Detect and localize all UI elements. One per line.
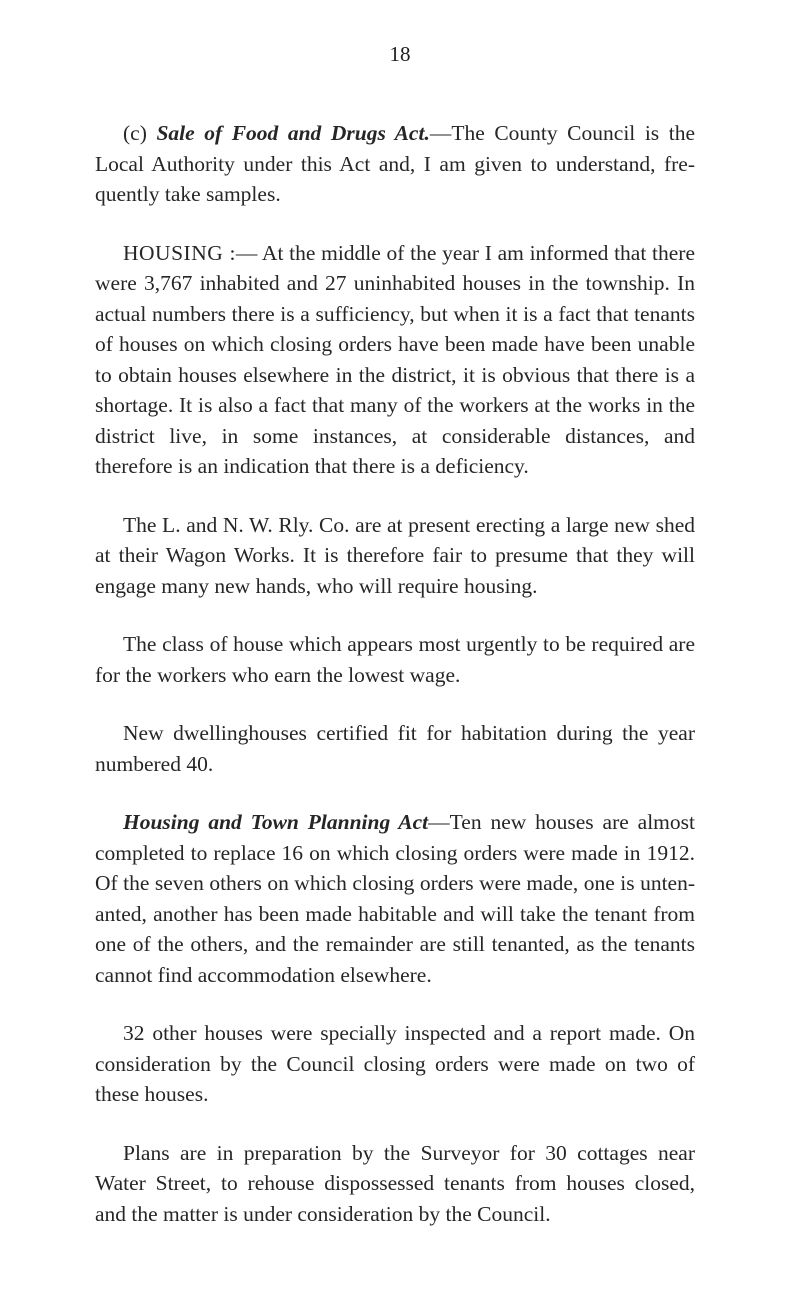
section-heading-housing: HOUSING : [123,240,236,265]
paragraph-dwellinghouses [95,718,695,779]
paragraph-town-planning [95,807,695,990]
document-body [95,118,695,1257]
paragraph-text: 32 other houses were specially inspected and a report made. On consideration by the Council closing orders were made on two of these houses. [95,1021,695,1106]
paragraph-house-class [95,629,695,690]
section-heading-food-and-drugs: Sale of Food and Drugs Act. [156,121,430,145]
paragraph-text: Plans are in preparation by the Surveyor for 30 cottages near Water Street, to rehouse dispossessed tenants from houses closed, and the matter is under consideration by the Council. [95,1140,695,1226]
paragraph-housing [95,238,695,482]
paragraph-inspected-houses [95,1018,695,1110]
section-label: (c) [123,121,147,145]
paragraph-wagon-works [95,510,695,602]
page-number: 18 [389,42,411,66]
paragraph-food-and-drugs [95,118,695,210]
paragraph-text: The class of house which appears most urgently to be required are for the workers who earn the lowest wage. [95,632,695,687]
paragraph-text: — At the middle of the year I am informed that there were 3,767 inhabited and 27 uninhabited houses in the township. In actual numbers there is a sufficiency, but when it is a fact that tenants of houses on which closing orders have been made have been unable to obtain houses elsewhere in the district, it is obvious that there is a shortage. It is also a fact that many of the workers at the works in the district live, in some instances, at considerable distances, and therefore is an indication that there is a deficiency. [95,240,695,478]
paragraph-text: The L. and N. W. Rly. Co. are at present erecting a large new shed at their Wagon Works. It is therefore fair to presume that they will engage many new hands, who will require housing. [95,512,695,598]
paragraph-text: New dwellinghouses certified fit for habitation during the year numbered 40. [95,721,695,776]
paragraph-text: —Ten new houses are almost completed to replace 16 on which closing orders were made in 1912. Of the seven others on which closing orders were made, one is unten-anted, another has been made habitable and will take the tenant from one of the others, and the remainder are still tenanted, as the tenants cannot find accommodation elsewhere. [95,810,695,987]
section-heading-town-planning: Housing and Town Planning Act [123,810,429,834]
paragraph-plans [95,1138,695,1230]
paragraph-text: —The County Council is the Local Authority under this Act and, I am given to understand, fre-quently take samples. [95,121,695,206]
